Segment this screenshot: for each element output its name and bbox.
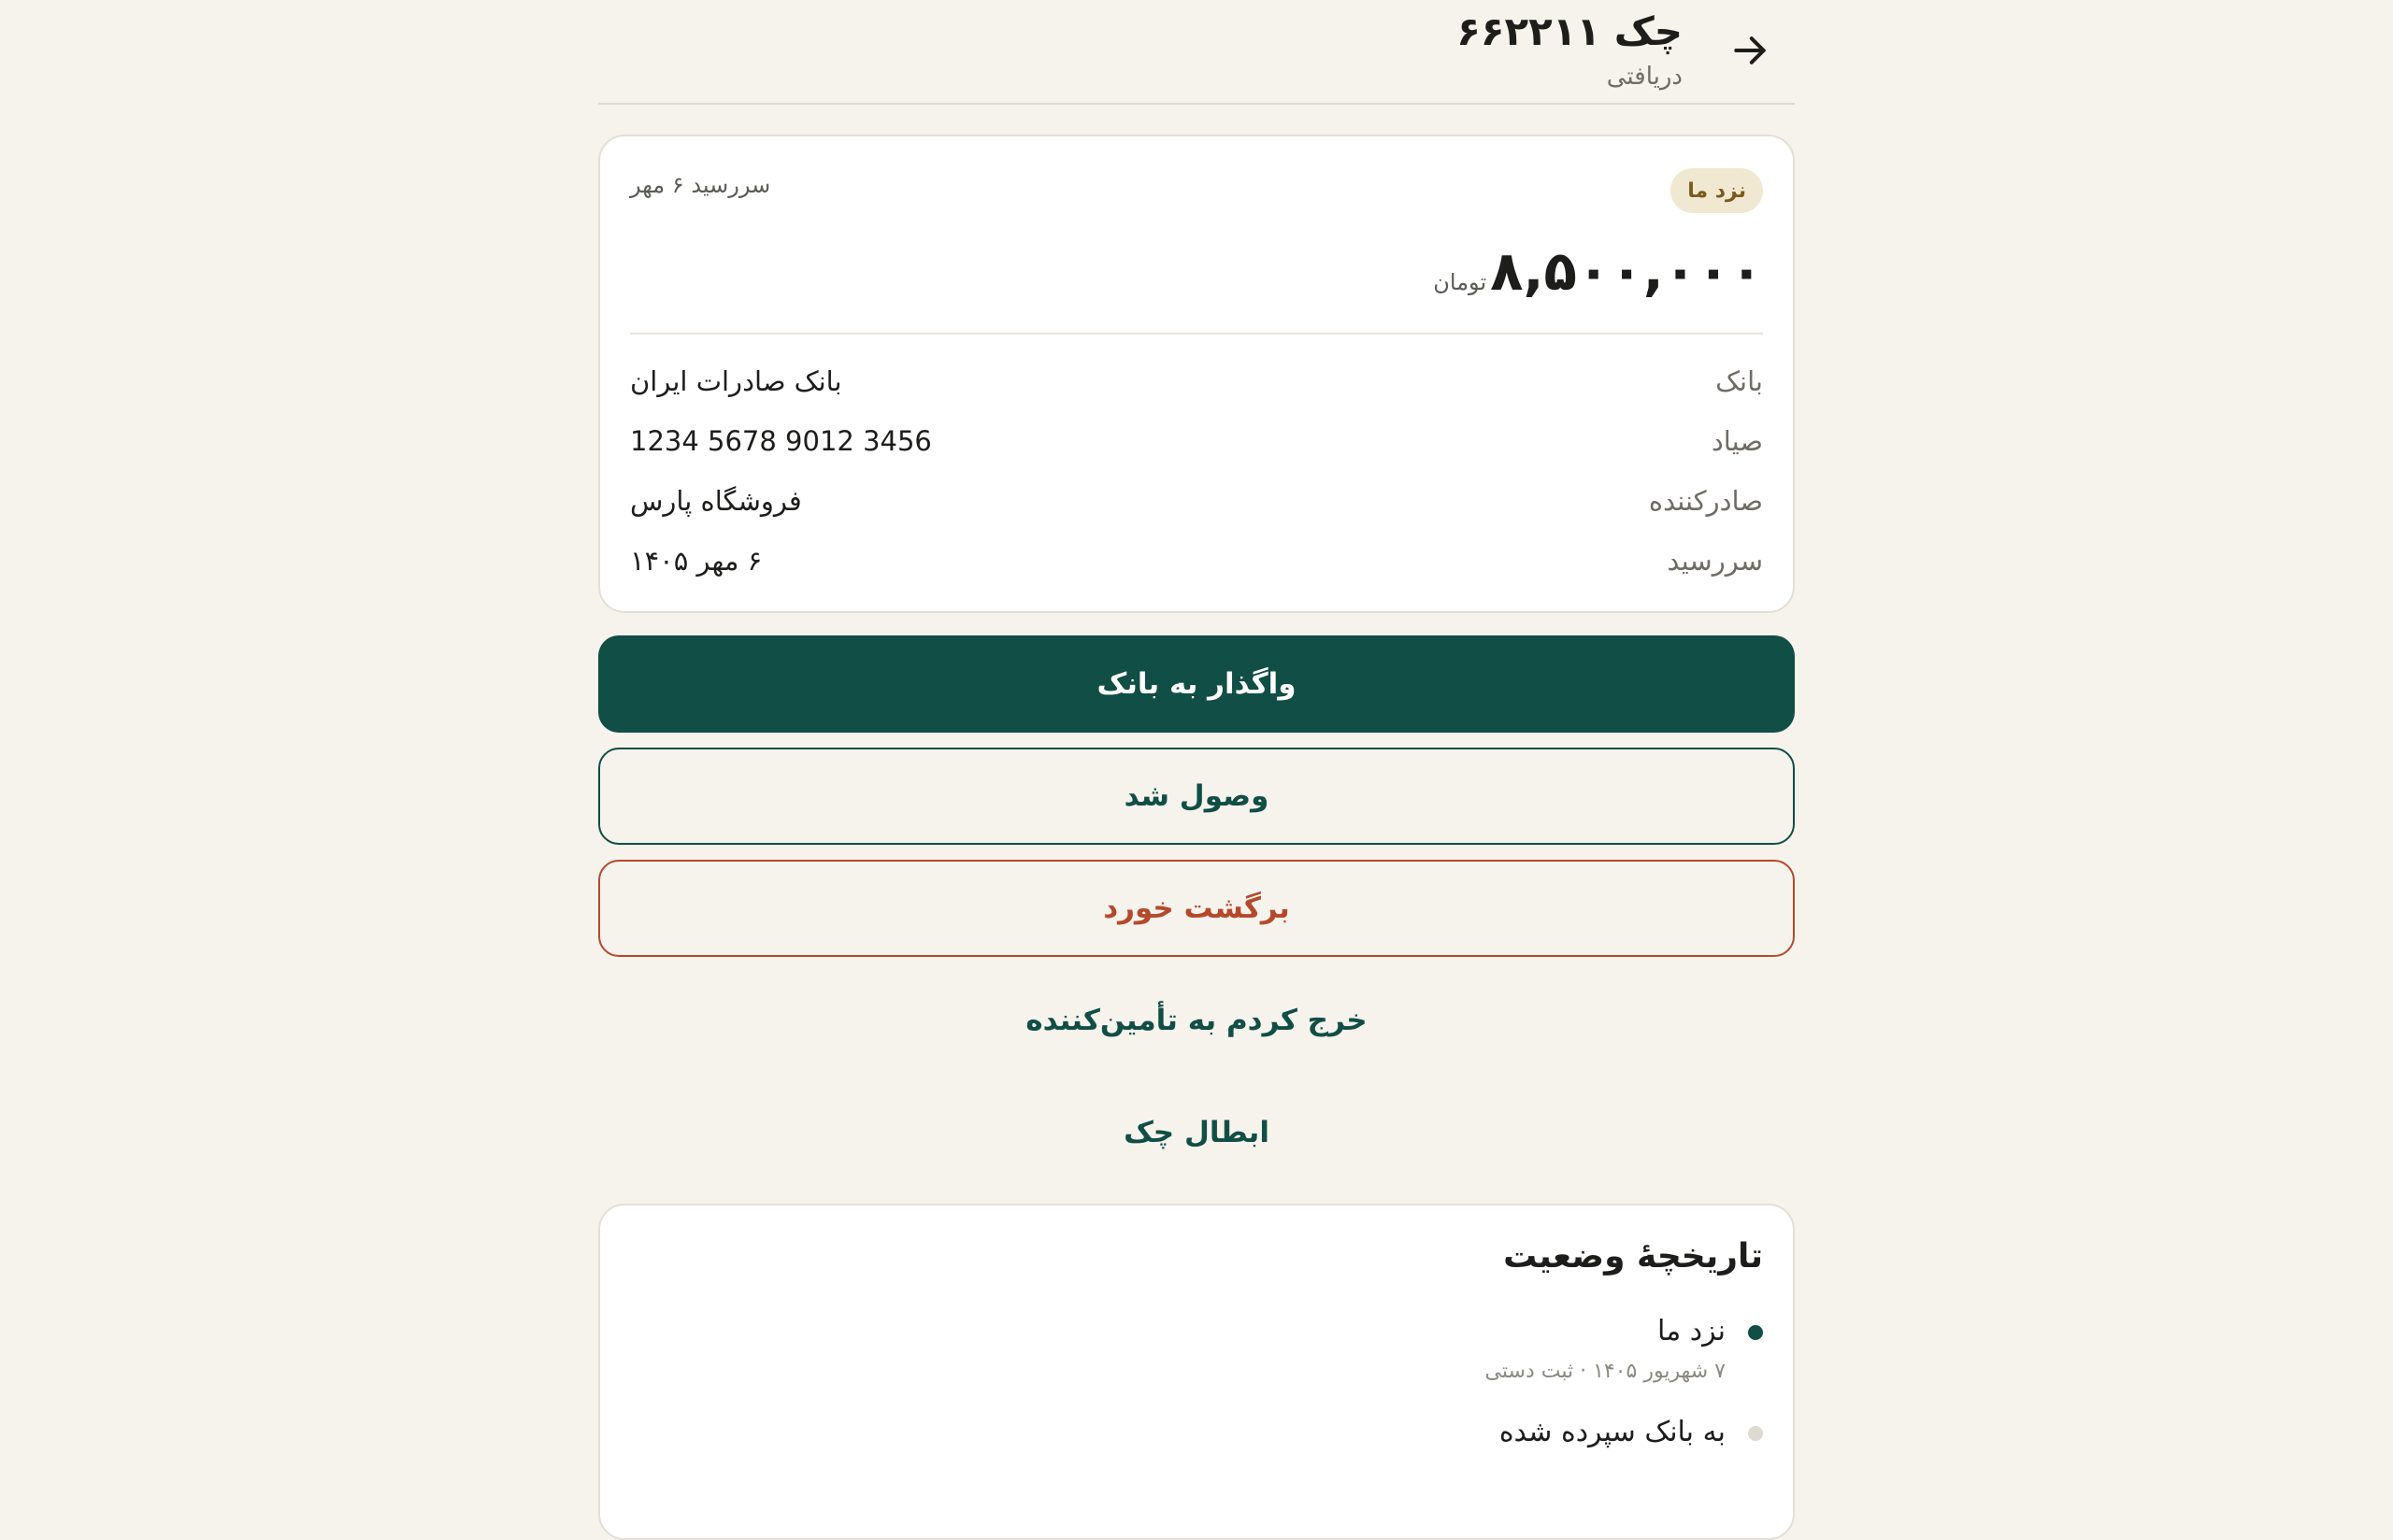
timeline-meta: ۷ شهریور ۱۴۰۵ · ثبت دستی xyxy=(1484,1360,1726,1383)
timeline-item xyxy=(630,1409,1763,1456)
deposit-to-bank-button[interactable]: واگذار به بانک xyxy=(598,635,1795,733)
detail-value: 1234 5678 9012 3456 xyxy=(630,425,932,457)
detail-row-due xyxy=(630,531,1763,591)
status-badge: نزد ما xyxy=(1670,168,1763,213)
card-divider xyxy=(630,333,1763,335)
details-list xyxy=(630,351,1763,591)
detail-row-issuer xyxy=(630,471,1763,531)
timeline-dot-icon xyxy=(1748,1426,1763,1441)
timeline-label: به بانک سپرده شده xyxy=(1498,1416,1726,1448)
arrow-right-icon xyxy=(1729,30,1770,75)
page-column xyxy=(598,0,1795,1448)
due-date-summary: سررسید ۶ مهر xyxy=(630,172,771,198)
page-subtitle: دریافتی xyxy=(1606,63,1683,91)
detail-value: بانک صادرات ایران xyxy=(630,365,842,397)
history-title: تاریخچهٔ وضعیت xyxy=(1503,1237,1763,1276)
page-title: چک ۶۶۲۲۱۱ xyxy=(1456,8,1683,54)
currency-label: تومان xyxy=(1433,269,1487,295)
spend-to-supplier-button[interactable]: خرج کردم به تأمین‌کننده xyxy=(1025,1004,1368,1037)
detail-label: صیاد xyxy=(1711,425,1763,457)
detail-value: ۶ مهر ۱۴۰۵ xyxy=(630,545,763,577)
timeline-item xyxy=(630,1308,1763,1389)
mark-bounced-button[interactable]: برگشت خورد xyxy=(598,860,1795,957)
detail-label: بانک xyxy=(1715,365,1763,397)
back-button[interactable] xyxy=(1705,19,1795,86)
cheque-amount: ۸,۵۰۰,۰۰۰ xyxy=(1490,239,1763,303)
cheque-info-card xyxy=(598,135,1795,613)
cancel-cheque-button[interactable]: ابطال چک xyxy=(1124,1116,1269,1149)
history-timeline xyxy=(630,1308,1763,1476)
detail-row-sayad xyxy=(630,411,1763,471)
status-history-card xyxy=(598,1204,1795,1540)
detail-value: فروشگاه پارس xyxy=(630,485,802,517)
mark-cleared-button[interactable]: وصول شد xyxy=(598,748,1795,845)
timeline-dot-icon xyxy=(1748,1325,1763,1340)
detail-label: صادرکننده xyxy=(1648,485,1763,517)
timeline-label: نزد ما xyxy=(1656,1315,1726,1348)
detail-label: سررسید xyxy=(1667,545,1763,577)
amount-row xyxy=(1433,239,1763,303)
page-header xyxy=(598,0,1795,105)
title-block xyxy=(1456,6,1683,95)
detail-row-bank xyxy=(630,351,1763,411)
